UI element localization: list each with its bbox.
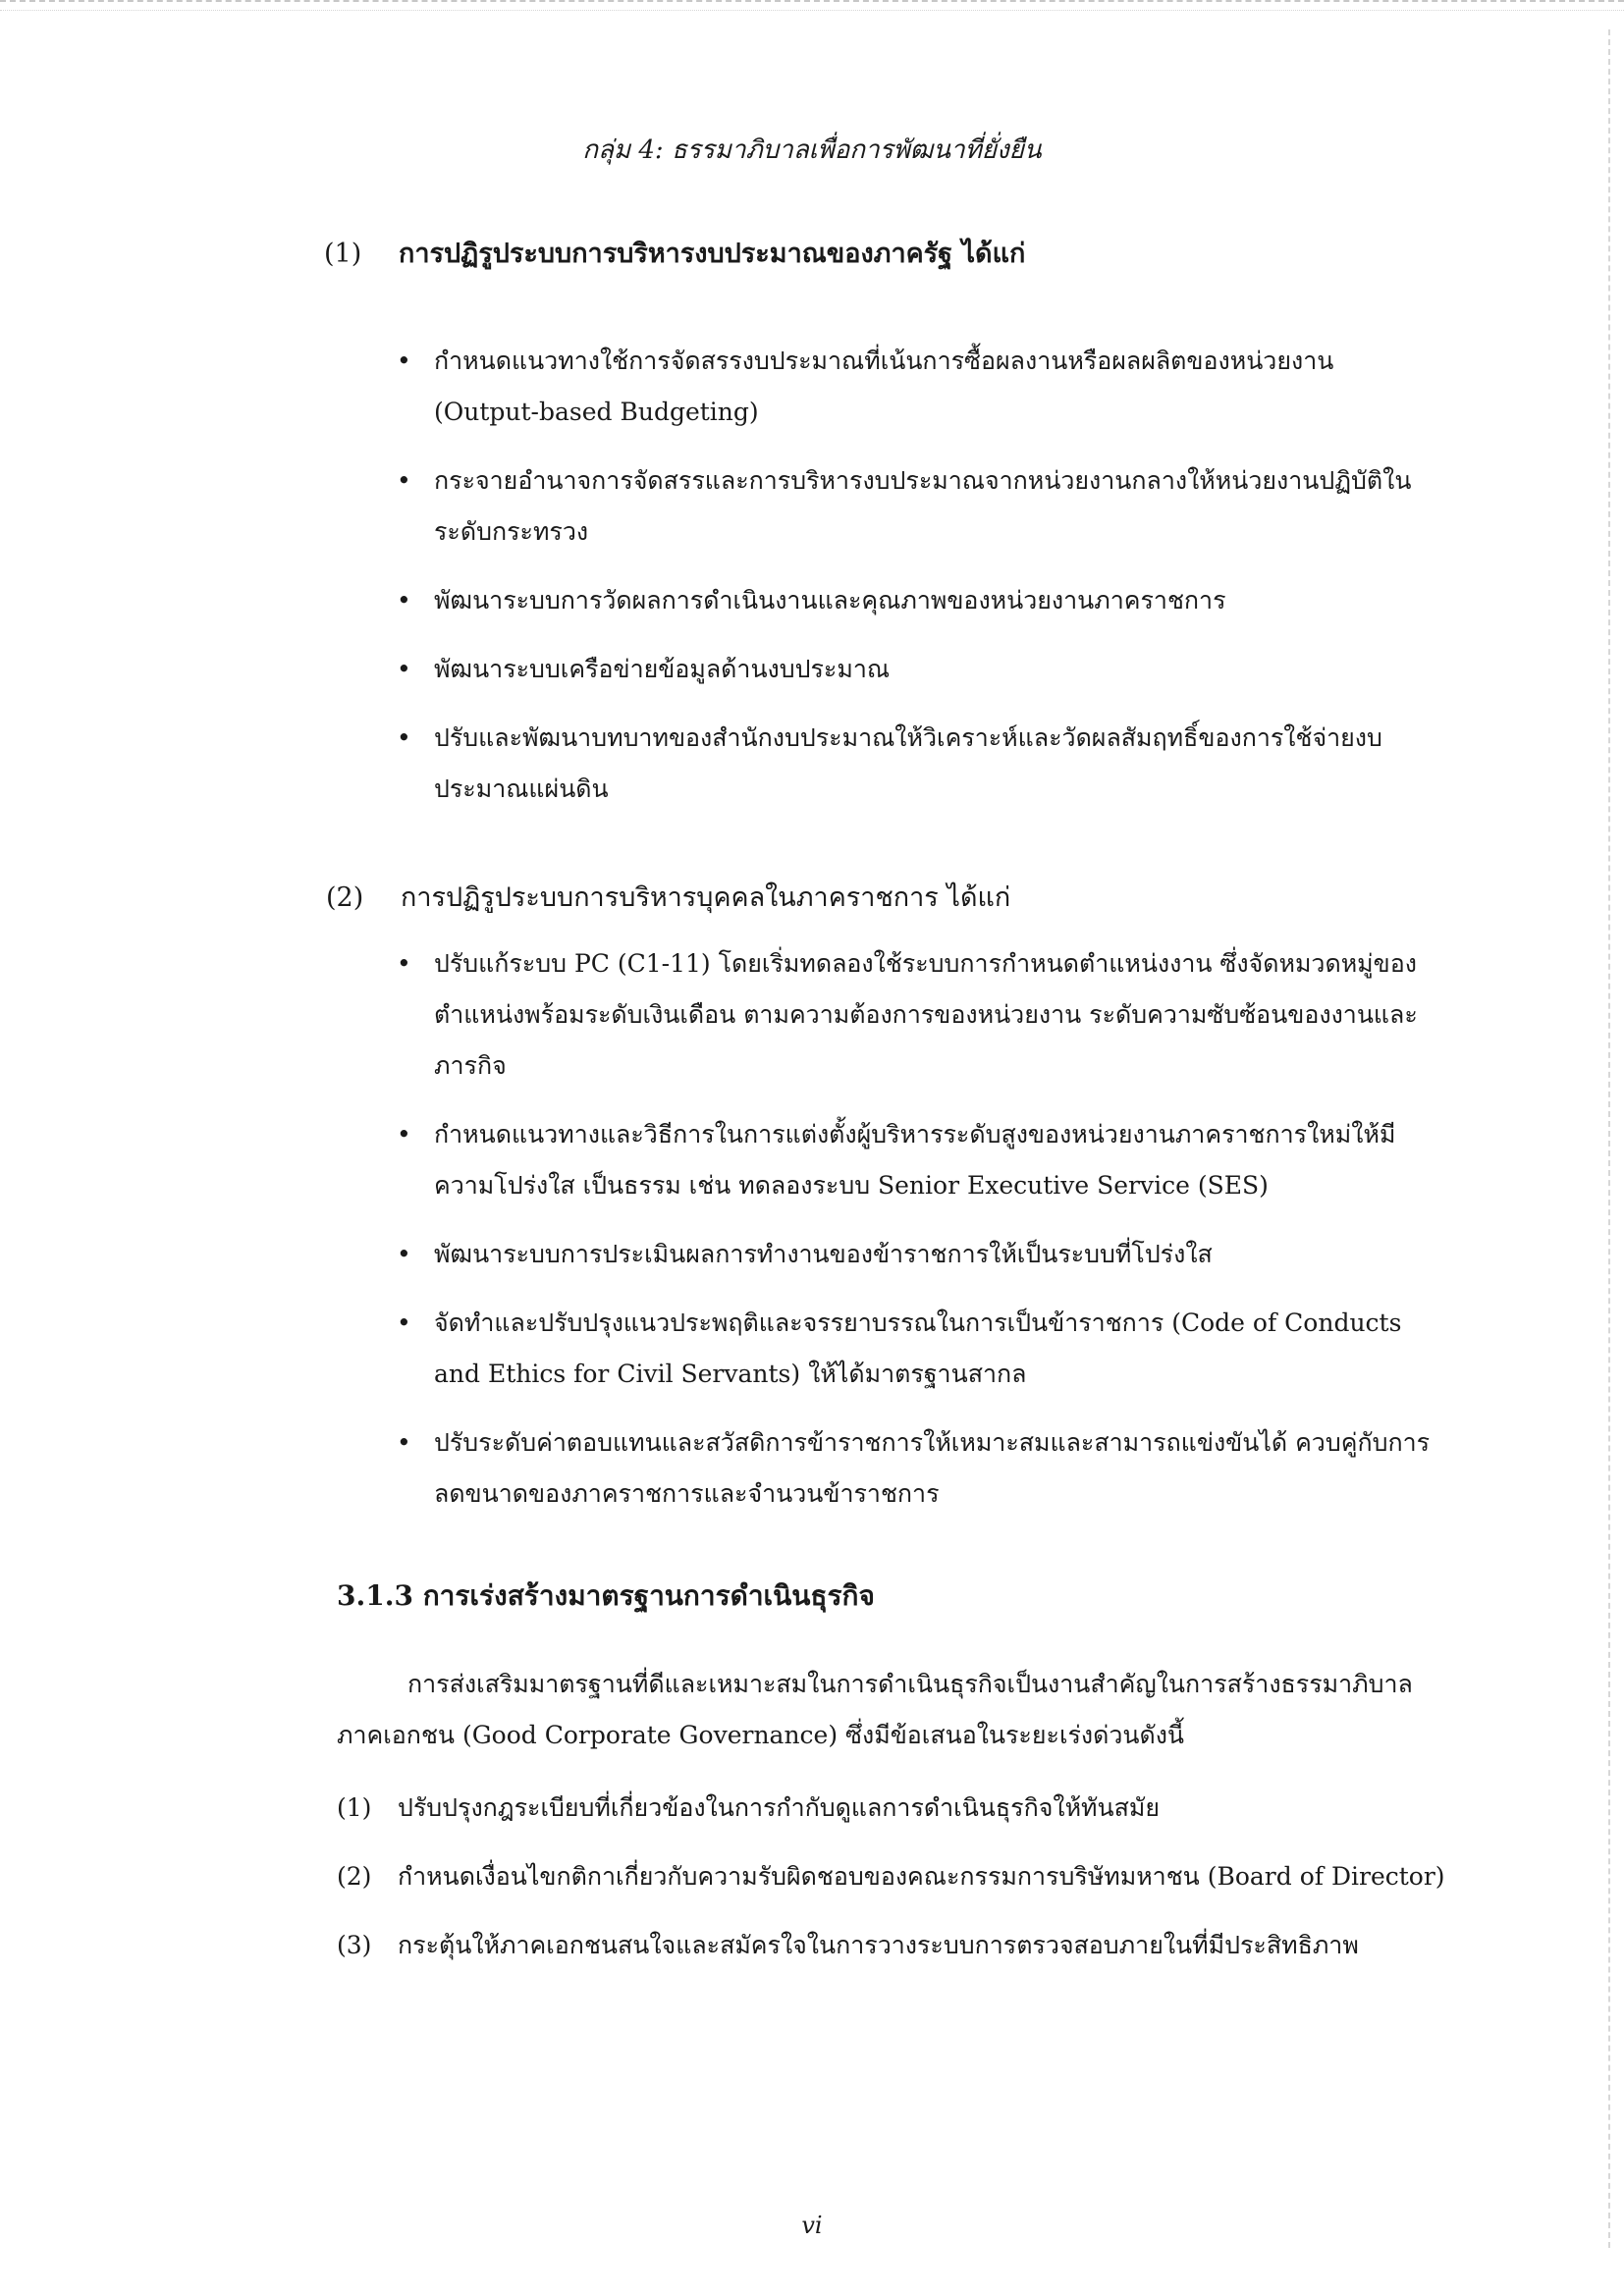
section-1-title-row [324, 232, 1025, 274]
list-item: (2) กำหนดเงื่อนไขกติกาเกี่ยวกับความรับผิดชอบของคณะกรรมการบริษัทมหาชน (Board of Director) [337, 1862, 1445, 1891]
list-item: • กำหนดแนวทางใช้การจัดสรรงบประมาณที่เน้นการซื้อผลงานหรือผลผลิตของหน่วยงาน (Output-based Budgeting) [393, 336, 1441, 438]
page-header: กลุ่ม 4: ธรรมาภิบาลเพื่อการพัฒนาที่ยั่งยืน [582, 135, 1042, 165]
section-2-list [393, 938, 1441, 1520]
list-item: • พัฒนาระบบการวัดผลการดำเนินงานและคุณภาพของหน่วยงานภาคราชการ [393, 575, 1441, 626]
section-1-number: (1) [324, 239, 362, 269]
list-item: • พัฒนาระบบการประเมินผลการทำงานของข้าราชการให้เป็นระบบที่โปร่งใส [393, 1229, 1441, 1280]
scan-edge-top [0, 0, 1624, 16]
section-313-intro: การส่งเสริมมาตรฐานที่ดีและเหมาะสมในการดำเนินธุรกิจเป็นงานสำคัญในการสร้างธรรมาภิบาลภาคเอกชน (Good Corporate Governance) ซึ่งมีข้อเสนอในระยะเร่งด่วนดังนี้ [337, 1670, 1413, 1749]
section-2-number: (2) [326, 882, 364, 913]
list-item: • ปรับแก้ระบบ PC (C1-11) โดยเริ่มทดลองใช้ระบบการกำหนดตำแหน่งงาน ซึ่งจัดหมวดหมู่ของตำแหน่งพร้อมระดับเงินเดือน ตามความต้องการของหน่วยงาน ระดับความซับซ้อนของงานและภารกิจ [393, 938, 1441, 1092]
list-item: (1) ปรับปรุงกฎระเบียบที่เกี่ยวข้องในการกำกับดูแลการดำเนินธุรกิจให้ทันสมัย [337, 1793, 1161, 1822]
list-item: • กำหนดแนวทางและวิธีการในการแต่งตั้งผู้บริหารระดับสูงของหน่วยงานภาคราชการใหม่ให้มีความโปร่งใส เป็นธรรม เช่น ทดลองระบบ Senior Executive Service (SES) [393, 1109, 1441, 1211]
list-item: • กระจายอำนาจการจัดสรรและการบริหารงบประมาณจากหน่วยงานกลางให้หน่วยงานปฏิบัติในระดับกระทรวง [393, 455, 1441, 558]
list-item: • ปรับระดับค่าตอบแทนและสวัสดิการข้าราชการให้เหมาะสมและสามารถแข่งขันได้ ควบคู่กับการลดขนาดของภาคราชการและจำนวนข้าราชการ [393, 1417, 1441, 1520]
section-313-list [337, 1783, 1446, 1971]
scan-edge-top-inner [0, 10, 1624, 11]
section-2-title: การปฏิรูประบบการบริหารบุคคลในภาคราชการ ได้แก่ [401, 882, 1011, 913]
page-number: vi [801, 2212, 823, 2239]
list-item: • จัดทำและปรับปรุงแนวประพฤติและจรรยาบรรณในการเป็นข้าราชการ (Code of Conducts and Ethics for Civil Servants) ให้ได้มาตรฐานสากล [393, 1298, 1441, 1400]
scan-edge-right [1608, 29, 1610, 2248]
list-item: • พัฒนาระบบเครือข่ายข้อมูลด้านงบประมาณ [393, 644, 1441, 695]
list-item: • ปรับและพัฒนาบทบาทของสำนักงบประมาณให้วิเคราะห์และวัดผลสัมฤทธิ์ของการใช้จ่ายงบประมาณแผ่นดิน [393, 713, 1441, 815]
list-item: (3) กระตุ้นให้ภาคเอกชนสนใจและสมัครใจในการวางระบบการตรวจสอบภายในที่มีประสิทธิภาพ [337, 1931, 1359, 1959]
section-313-heading: 3.1.3 การเร่งสร้างมาตรฐานการดำเนินธุรกิจ [337, 1579, 875, 1612]
section-1-title: การปฏิรูประบบการบริหารงบประมาณของภาครัฐ ได้แก่ [399, 239, 1026, 269]
section-2-title-row [326, 876, 1010, 918]
section-1-list [393, 336, 1441, 815]
